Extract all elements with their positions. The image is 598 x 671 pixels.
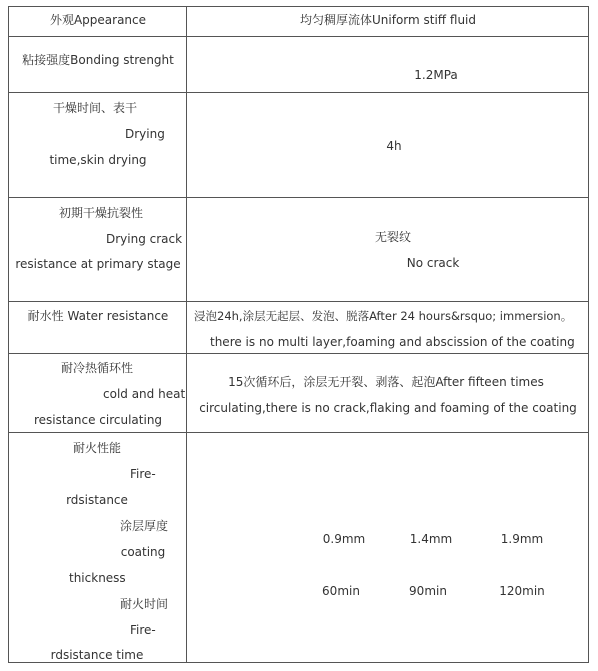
label-appearance: 外观Appearance — [49, 13, 147, 27]
row-appearance — [9, 7, 588, 37]
label-drying-line2: Drying — [125, 127, 165, 141]
label-fire-line9: rdsistance time — [50, 648, 144, 662]
column-divider — [186, 37, 187, 92]
column-divider — [186, 354, 187, 432]
row-drying-crack — [9, 198, 588, 302]
label-water-resistance: 耐水性 Water resistance — [27, 309, 169, 323]
label-fire-line5: coating — [120, 545, 166, 559]
row-drying-time — [9, 93, 588, 198]
value-crack-line2: No crack — [406, 256, 460, 270]
column-divider — [186, 433, 187, 662]
label-cold-heat-line3: resistance circulating — [33, 413, 163, 427]
value-crack-line1: 无裂纹 — [374, 230, 412, 244]
label-crack-line2: Drying crack — [106, 232, 183, 246]
label-bonding-strength: 粘接强度Bonding strenght — [22, 53, 174, 67]
fire-time-value: 60min — [322, 584, 360, 598]
value-cold-heat-line2: circulating,there is no crack,flaking and foaming of the coating — [199, 401, 577, 415]
label-drying-line1: 干燥时间、表干 — [52, 101, 138, 115]
value-bonding-strength: 1.2MPa — [414, 68, 458, 82]
label-cold-heat-line2: cold and heat — [103, 387, 186, 401]
column-divider — [186, 198, 187, 301]
thickness-value: 0.9mm — [322, 532, 366, 546]
thickness-value: 1.9mm — [500, 532, 544, 546]
row-water-resistance — [9, 302, 588, 354]
label-fire-line2: Fire- — [130, 467, 156, 481]
label-drying-line3: time,skin drying — [49, 153, 147, 167]
fire-time-value: 90min — [409, 584, 447, 598]
label-fire-line1: 耐火性能 — [72, 441, 122, 455]
thickness-value: 1.4mm — [409, 532, 453, 546]
value-water-line1: 浸泡24h,涂层无起层、发泡、脱落After 24 hours&rsquo; immersion。 — [194, 309, 573, 323]
column-divider — [186, 302, 187, 353]
row-fire-resistance — [9, 433, 588, 662]
label-crack-line1: 初期干燥抗裂性 — [58, 206, 144, 220]
label-fire-line8: Fire- — [130, 623, 156, 637]
label-fire-line6: thickness — [69, 571, 126, 585]
label-crack-line3: resistance at primary stage — [15, 257, 181, 271]
properties-table — [8, 6, 589, 663]
label-fire-line3: rdsistance — [66, 493, 128, 507]
fire-time-value: 120min — [499, 584, 545, 598]
row-cold-heat — [9, 354, 588, 433]
value-water-line2: there is no multi layer,foaming and abscission of the coating — [210, 335, 575, 349]
column-divider — [186, 7, 187, 36]
value-cold-heat-line1: 15次循环后，涂层无开裂、剥落、起泡After fifteen times — [228, 375, 544, 389]
label-fire-line4: 涂层厚度 — [120, 519, 169, 533]
label-fire-line7: 耐火时间 — [120, 597, 169, 611]
label-cold-heat-line1: 耐冷热循环性 — [60, 361, 134, 375]
row-bonding-strength — [9, 37, 588, 93]
value-drying-time: 4h — [386, 139, 402, 153]
value-appearance: 均匀稠厚流体Uniform stiff fluid — [299, 13, 477, 27]
column-divider — [186, 93, 187, 197]
